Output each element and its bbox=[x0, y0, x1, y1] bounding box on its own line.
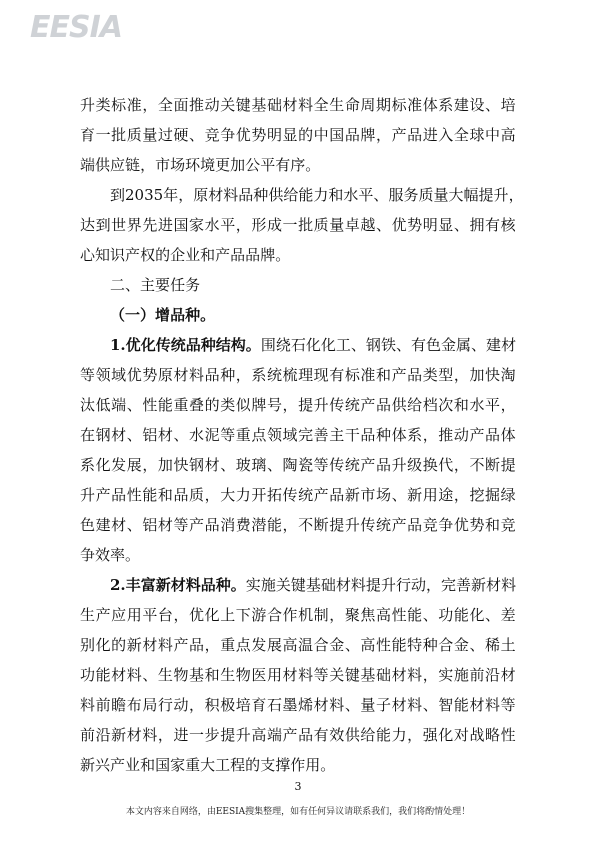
text-line: 系 化 发 展 ， 加 快 钢 材 、 玻 璃 、 陶 瓷 等 传 统 产 品 升 级 换 代 ， 不 断 提 bbox=[80, 456, 516, 474]
text-line: 达 到 世 界 先 进 国 家 水 平 ， 形 成 一 批 质 量 卓 越 、 优 势 明 显 、 拥 有 核 bbox=[80, 216, 516, 234]
text-line: 功 能 材 料 、 生 物 基 和 生 物 医 用 材 料 等 关 键 基 础 材 料 ， 实 施 前 沿 材 bbox=[80, 666, 516, 684]
text-line: 前 沿 新 材 料 ， 进 一 步 提 升 高 端 产 品 有 效 供 给 能 力 ， 强 化 对 战 略 性 bbox=[80, 726, 516, 744]
text-line: 汰 低 端 、 性 能 重 叠 的 类 似 牌 号 ， 提 升 传 统 产 品 供 给 档 次 和 水 平 ， bbox=[80, 396, 516, 414]
footer-disclaimer: 本文内容来自网络，由EESIA搜集整理，如有任何异议请联系我们，我们将酌情处理！ bbox=[125, 807, 471, 817]
text-line: 生 产 应 用 平 台 ， 优 化 上 下 游 合 作 机 制 ， 聚 焦 高 性 能 、 功 能 化 、 差 bbox=[80, 606, 516, 624]
text-line: 到 2035 年 ， 原 材 料 品 种 供 给 能 力 和 水 平 、 服 务 质 量 大 幅 提 升 ， bbox=[110, 186, 524, 204]
text-line: 争 效 率 。 bbox=[80, 546, 141, 564]
text-line: 别 化 的 新 材 料 产 品 ， 重 点 发 展 高 温 合 金 、 高 性 能 特 种 合 金 、 稀 土 bbox=[80, 636, 516, 654]
text-line: （ 一 ） 增 品 种 。 bbox=[110, 306, 216, 324]
eesia-logo: EESIA bbox=[30, 10, 122, 45]
text-line: 新 兴 产 业 和 国 家 重 大 工 程 的 支 撑 作 用 。 bbox=[80, 756, 336, 774]
text-line: 二 、 主 要 任 务 bbox=[110, 276, 201, 294]
text-line: 育 一 批 质 量 过 硬 、 竞 争 优 势 明 显 的 中 国 品 牌 ， 产 品 进 入 全 球 中 高 bbox=[80, 126, 516, 144]
text-line: 色 建 材 、 铝 材 等 产 品 消 费 潜 能 ， 不 断 提 升 传 统 产 品 竞 争 优 势 和 竞 bbox=[80, 516, 516, 534]
text-line: 端 供 应 链 ， 市 场 环 境 更 加 公 平 有 序 。 bbox=[80, 156, 321, 174]
text-line: 料 前 瞻 布 局 行 动 ， 积 极 培 育 石 墨 烯 材 料 、 量 子 材 料 、 智 能 材 料 等 bbox=[80, 696, 516, 714]
text-line: 升 产 品 性 能 和 品 质 ， 大 力 开 拓 传 统 产 品 新 市 场 、 新 用 途 ， 挖 掘 绿 bbox=[80, 486, 516, 504]
text-line: 升 类 标 准 ， 全 面 推 动 关 键 基 础 材 料 全 生 命 周 期 标 准 体 系 建 设 、 培 bbox=[80, 96, 516, 114]
text-line: 心 知 识 产 权 的 企 业 和 产 品 品 牌 。 bbox=[80, 246, 291, 264]
text-line: 在 钢 材 、 铝 材 、 水 泥 等 重 点 领 域 完 善 主 干 品 种 体 系 ， 推 动 产 品 体 bbox=[80, 426, 516, 444]
text-line: 等 领 域 优 势 原 材 料 品 种 ， 系 统 梳 理 现 有 标 准 和 产 品 类 型 ， 加 快 淘 bbox=[80, 366, 516, 384]
page-number: 3 bbox=[294, 780, 302, 793]
text-line: 1. 优 化 传 统 品 种 结 构 。 围 绕 石 化 化 工 、 钢 铁 、 有 色 金 属 、 建 材 bbox=[110, 336, 517, 354]
text-line: 2. 丰 富 新 材 料 品 种 。 实 施 关 键 基 础 材 料 提 升 行 动 ， 完 善 新 材 料 bbox=[110, 576, 517, 594]
